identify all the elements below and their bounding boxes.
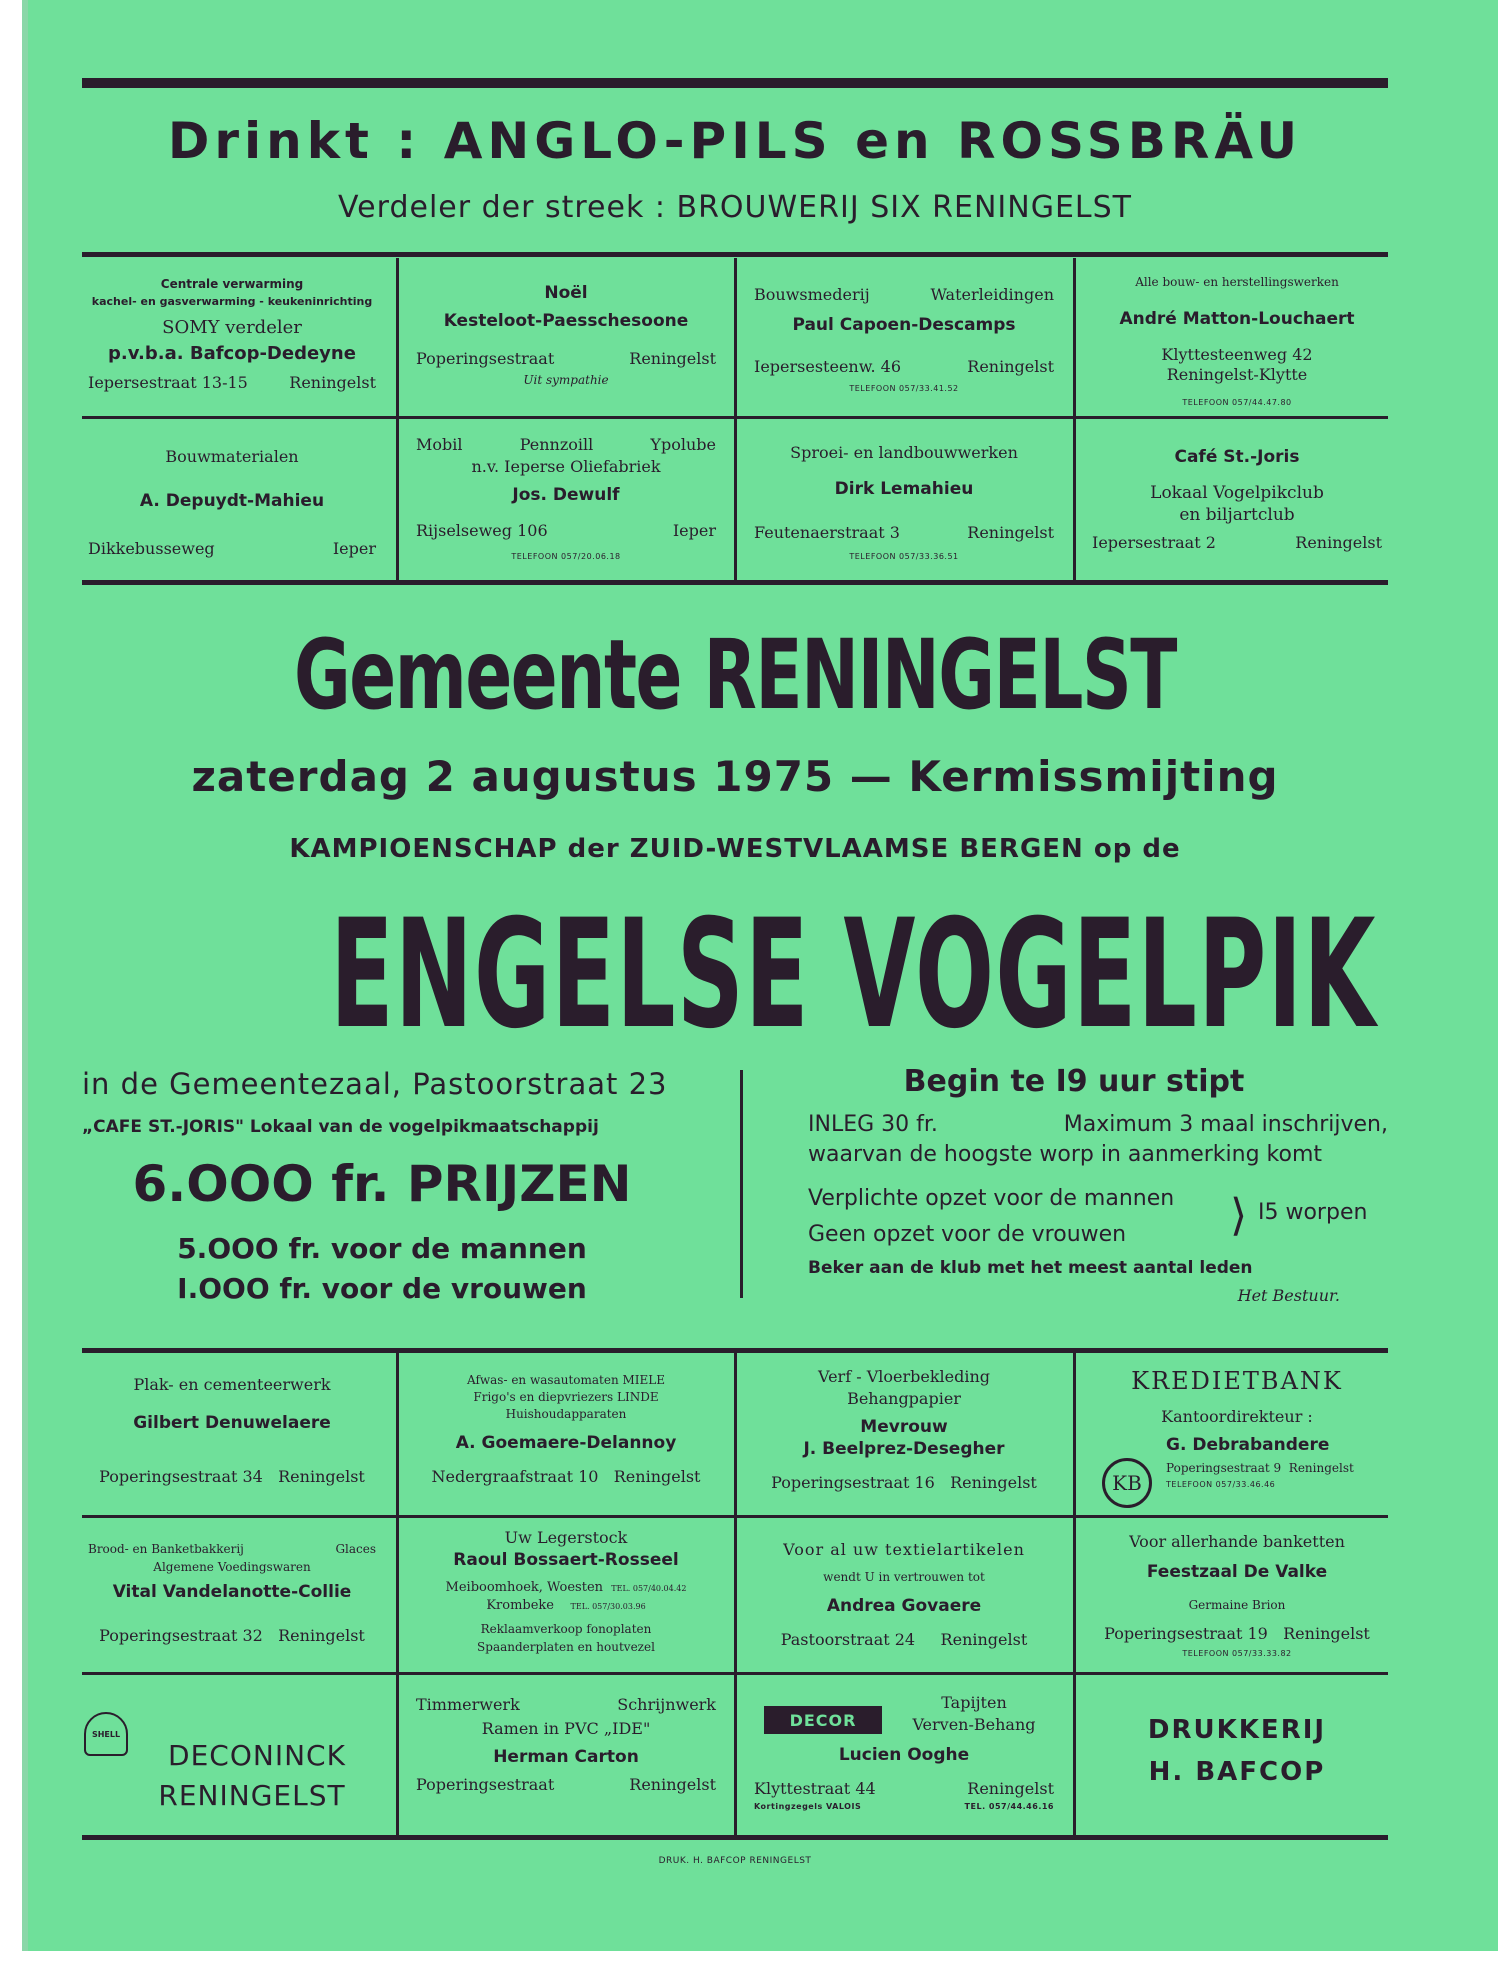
ad-phone: TELEFOON 057/20.06.18 xyxy=(511,552,621,561)
ad-denuwelaere xyxy=(82,1356,382,1511)
ad-company: Andrea Govaere xyxy=(826,1596,982,1616)
grid-divider xyxy=(734,258,737,582)
ad-word: Mobil xyxy=(416,435,463,454)
ad-town: Reningelst xyxy=(967,357,1054,376)
ad-stamps: Kortingzegels VALOIS xyxy=(754,1802,862,1811)
ad-town: Reningelst xyxy=(950,1473,1037,1492)
ad-line: Frigo's en diepvriezers LINDE xyxy=(473,1390,659,1404)
begin-time: Begin te I9 uur stipt xyxy=(903,1064,1245,1099)
ad-town: Reningelst xyxy=(278,1467,365,1486)
ad-line xyxy=(410,1599,722,1614)
ad-company: Café St.-Joris xyxy=(1174,447,1300,467)
grid-divider xyxy=(396,258,399,582)
header-subline: Verdeler der streek : BROUWERIJ SIX RENINGELST xyxy=(337,190,1132,225)
ad-company: p.v.b.a. Bafcop-Dedeyne xyxy=(108,343,356,364)
ad-word: Schrijnwerk xyxy=(617,1695,716,1714)
ad-line xyxy=(748,286,1060,304)
ad-street: Klyttestraat 44 xyxy=(754,1779,876,1798)
ad-address xyxy=(82,1627,382,1645)
ad-line: Sproei- en landbouwwerken xyxy=(790,443,1018,462)
ad-address xyxy=(82,1468,382,1486)
ad-company: Vital Vandelanotte-Collie xyxy=(112,1582,352,1602)
grid-divider xyxy=(82,1672,1388,1675)
grid-divider xyxy=(82,416,1388,419)
ad-line: RENINGELST xyxy=(158,1779,346,1812)
ad-street: Poperingsestraat xyxy=(416,349,555,368)
grid-divider xyxy=(396,1353,399,1837)
ad-matton xyxy=(1086,262,1388,412)
ad-line: Verf - Vloerbekleding xyxy=(817,1367,991,1386)
ad-street: Poperingsestraat xyxy=(416,1775,555,1794)
ad-line: n.v. Ieperse Oliefabriek xyxy=(471,457,661,476)
ad-town: Reningelst xyxy=(967,1779,1054,1798)
ad-street: Iepersestraat 2 xyxy=(1092,533,1216,552)
ad-address xyxy=(82,374,382,392)
ad-company: DRUKKERIJ xyxy=(1147,1715,1327,1745)
ad-line: Klyttesteenweg 42 xyxy=(1161,345,1313,364)
grid-divider xyxy=(82,1515,1388,1518)
ad-word: Ypolube xyxy=(650,435,716,454)
title-wrap xyxy=(82,620,1388,730)
ad-street: Poperingsestraat 34 xyxy=(99,1467,263,1486)
ad-carton xyxy=(410,1678,722,1832)
ad-town: Reningelst xyxy=(629,1775,716,1794)
ad-address xyxy=(410,522,722,540)
cafe-line: „CAFE ST.-JORIS" Lokaal van de vogelpikmaatschappij xyxy=(82,1117,599,1137)
ad-line: SOMY verdeler xyxy=(162,317,302,338)
ad-bossaert xyxy=(410,1519,722,1669)
ad-line: Alle bouw- en herstellingswerken xyxy=(1135,275,1339,289)
ad-line: H. BAFCOP xyxy=(1148,1757,1326,1787)
ad-town: Reningelst xyxy=(1288,1461,1354,1475)
ad-company: Jos. Dewulf xyxy=(512,485,620,505)
ad-line: Noël xyxy=(544,283,588,303)
ad-dewulf xyxy=(410,422,722,576)
ad-town: Reningelst xyxy=(629,349,716,368)
kb-logo-icon: KB xyxy=(1102,1458,1152,1508)
ad-town: Ieper xyxy=(332,539,376,558)
ad-town: Reningelst xyxy=(613,1467,701,1486)
ad-line: Mevrouw xyxy=(860,1417,948,1437)
grid-rule xyxy=(82,1835,1388,1840)
ad-address xyxy=(748,524,1060,542)
inleg-note: waarvan de hoogste worp in aanmerking komt xyxy=(808,1142,1323,1167)
ad-company: Feestzaal De Valke xyxy=(1146,1562,1328,1582)
ad-street: Dikkebusseweg xyxy=(88,539,215,558)
ad-street: Iepersestraat 13-15 xyxy=(88,373,248,392)
header-headline: Drinkt : ANGLO-PILS en ROSSBRÄU xyxy=(167,112,1303,170)
ad-street: Pastoorstraat 24 xyxy=(780,1630,916,1649)
ad-address xyxy=(82,540,382,558)
printer-imprint: DRUK. H. BAFCOP RENINGELST xyxy=(658,1856,812,1866)
ad-company: Raoul Bossaert-Rosseel xyxy=(453,1550,679,1570)
event-date: zaterdag 2 augustus 1975 — Kermissmijting xyxy=(191,752,1279,801)
ad-line: Uw Legerstock xyxy=(504,1528,628,1547)
bestuur-signature: Het Bestuur. xyxy=(1237,1286,1340,1305)
ad-company: A. Goemaere-Delannoy xyxy=(455,1433,677,1453)
ad-line: Reningelst-Klytte xyxy=(1166,365,1308,384)
ad-line: wendt U in vertrouwen tot xyxy=(823,1570,985,1584)
ad-street: Poperingsestraat 19 xyxy=(1104,1624,1268,1643)
ad-line: Huishoudapparaten xyxy=(505,1407,627,1421)
ad-street: Nedergraafstraat 10 xyxy=(431,1467,599,1486)
ad-word: Timmerwerk xyxy=(416,1695,520,1714)
ad-drukkerij xyxy=(1086,1678,1388,1832)
ad-line xyxy=(82,1543,382,1557)
ad-town: Reningelst xyxy=(940,1630,1028,1649)
ad-capoen xyxy=(748,262,1060,412)
big-title-wrap xyxy=(82,888,1388,1062)
prize-women: I.OOO fr. voor de vrouwen xyxy=(177,1272,587,1305)
opzet-men: Verplichte opzet voor de mannen xyxy=(808,1186,1175,1211)
ad-phone: TELEFOON 057/33.41.52 xyxy=(849,384,959,393)
ad-footnote xyxy=(748,1802,1060,1811)
ad-company: André Matton-Louchaert xyxy=(1119,309,1355,329)
ad-company: Kesteloot-Paesschesoone xyxy=(443,311,689,331)
ad-company: KREDIETBANK xyxy=(1131,1367,1343,1395)
ad-company: J. Beelprez-Desegher xyxy=(803,1439,1005,1459)
ad-street: Poperingsestraat 32 xyxy=(99,1626,263,1645)
ad-town: Reningelst xyxy=(967,523,1054,542)
ad-street: Poperingsestraat 16 xyxy=(771,1473,935,1492)
ad-address-line: Meiboomhoek, Woesten xyxy=(445,1580,604,1595)
ad-word: Glaces xyxy=(335,1542,376,1556)
ad-ooghe xyxy=(748,1678,1060,1832)
ad-word: Brood- en Banketbakkerij xyxy=(88,1542,244,1556)
ad-kesteloot xyxy=(410,262,722,412)
ad-address xyxy=(410,350,722,368)
ad-address-line: Krombeke xyxy=(486,1598,554,1613)
ad-address xyxy=(1166,1462,1388,1476)
inleg-max: Maximum 3 maal inschrijven, xyxy=(1063,1112,1388,1137)
ad-line: kachel- en gasverwarming - keukeninrichting xyxy=(91,295,373,308)
ad-town: Reningelst xyxy=(289,373,376,392)
ad-govaere xyxy=(748,1519,1060,1669)
decor-logo-icon: DECOR xyxy=(764,1706,882,1734)
ad-company: Dirk Lemahieu xyxy=(834,479,974,499)
ad-company: Paul Capoen-Descamps xyxy=(792,315,1016,335)
shell-logo-icon: SHELL xyxy=(84,1712,128,1756)
ad-address xyxy=(748,1780,1060,1798)
ad-line: Afwas- en wasautomaten MIELE xyxy=(466,1373,666,1387)
ad-line: Voor al uw textielartikelen xyxy=(783,1540,1025,1559)
ad-company: Herman Carton xyxy=(493,1747,639,1767)
ad-line: Germaine Brion xyxy=(1188,1598,1286,1612)
ad-depuydt xyxy=(82,422,382,576)
ad-line: Uit sympathie xyxy=(523,373,609,387)
grid-divider xyxy=(734,1353,737,1837)
ad-cafe-st-joris xyxy=(1086,422,1388,576)
ad-line: Tapijten xyxy=(941,1693,1007,1712)
ad-goemaere xyxy=(410,1356,722,1511)
ad-street: Feutenaerstraat 3 xyxy=(754,523,900,542)
top-rule xyxy=(82,78,1388,88)
ad-town: Reningelst xyxy=(1295,533,1382,552)
ad-line: Kantoordirekteur : xyxy=(1161,1407,1313,1426)
grid-divider xyxy=(1073,258,1076,582)
ad-line: Spaanderplaten en houtvezel xyxy=(477,1640,655,1654)
ad-line: Plak- en cementeerwerk xyxy=(133,1375,331,1394)
ad-phone: TELEFOON 057/33.36.51 xyxy=(849,552,959,561)
ad-address xyxy=(1086,534,1388,552)
ad-line: Bouwmaterialen xyxy=(165,447,299,466)
ad-lemahieu xyxy=(748,422,1060,576)
ad-address xyxy=(748,1631,1060,1649)
ad-deconinck xyxy=(82,1678,382,1832)
ad-word: Bouwsmederij xyxy=(754,285,870,304)
ad-de-valke xyxy=(1086,1519,1388,1669)
ad-line: Reklaamverkoop fonoplaten xyxy=(480,1622,652,1636)
prize-men: 5.OOO fr. voor de mannen xyxy=(177,1232,587,1265)
grid-divider xyxy=(1073,1353,1076,1837)
ad-line: en biljartclub xyxy=(1179,505,1295,525)
ad-address xyxy=(410,1468,722,1486)
ad-line xyxy=(410,1581,722,1596)
opzet-women: Geen opzet voor de vrouwen xyxy=(808,1222,1127,1247)
inleg-line xyxy=(808,1112,1388,1137)
ad-central-heating xyxy=(82,262,382,412)
ad-line: Ramen in PVC „IDE" xyxy=(481,1719,651,1738)
venue: in de Gemeentezaal, Pastoorstraat 23 xyxy=(82,1067,668,1101)
ad-line: Behangpapier xyxy=(847,1389,961,1408)
scan-edge xyxy=(22,0,28,1951)
ad-address xyxy=(748,358,1060,376)
ad-address xyxy=(748,1474,1060,1492)
prizes-total: 6.OOO fr. PRIJZEN xyxy=(132,1155,632,1213)
beker-line: Beker aan de klub met het meest aantal leden xyxy=(808,1258,1253,1278)
ad-phone: TEL. 057/40.04.42 xyxy=(611,1584,687,1593)
ad-phone: TELEFOON 057/33.46.46 xyxy=(1166,1480,1276,1489)
ad-line: Voor allerhande banketten xyxy=(1129,1532,1345,1551)
ad-line: Verven-Behang xyxy=(912,1715,1036,1734)
ad-phone: TELEFOON 057/33.33.82 xyxy=(1182,1649,1292,1658)
ad-company: DECONINCK xyxy=(168,1739,346,1772)
brace-icon: ⟩ xyxy=(1230,1190,1248,1241)
ad-company: Lucien Ooghe xyxy=(838,1745,970,1765)
ad-town: Reningelst xyxy=(278,1626,365,1645)
ad-line xyxy=(410,1696,722,1714)
ad-phone: TEL. 057/30.03.96 xyxy=(570,1602,646,1611)
ad-town: Reningelst xyxy=(1283,1624,1370,1643)
grid-rule xyxy=(82,580,1388,585)
worpen: I5 worpen xyxy=(1258,1200,1368,1225)
event-big-title: ENGELSE VOGELPIK xyxy=(330,888,1377,1062)
ad-beelprez xyxy=(748,1356,1060,1511)
ad-company: A. Depuydt-Mahieu xyxy=(139,491,325,511)
ad-line: Lokaal Vogelpikclub xyxy=(1150,483,1324,503)
center-divider xyxy=(740,1070,743,1298)
ad-vandelanotte xyxy=(82,1519,382,1669)
ad-phone: TEL. 057/44.46.16 xyxy=(964,1802,1054,1811)
ad-address xyxy=(1086,1625,1388,1643)
ad-person: G. Debrabandere xyxy=(1166,1435,1330,1455)
ad-company: Gilbert Denuwelaere xyxy=(133,1413,331,1433)
ad-street: Iepersesteenw. 46 xyxy=(754,357,902,376)
ad-town: Ieper xyxy=(672,521,716,540)
ad-street: Rijselseweg 106 xyxy=(416,521,548,540)
ad-address xyxy=(410,1776,722,1794)
championship-line: KAMPIOENSCHAP der ZUID-WESTVLAAMSE BERGEN op de xyxy=(289,834,1181,864)
ad-street: Poperingsestraat 9 xyxy=(1166,1461,1282,1475)
header-rule xyxy=(82,252,1388,257)
ad-line: Centrale verwarming xyxy=(160,277,304,291)
ad-line xyxy=(410,436,722,454)
event-municipality: Gemeente RENINGELST xyxy=(294,619,1176,731)
inleg-fee: INLEG 30 fr. xyxy=(808,1112,938,1137)
ad-phone: TELEFOON 057/44.47.80 xyxy=(1182,398,1292,407)
ad-word: Pennzoill xyxy=(519,435,594,454)
ad-line: Algemene Voedingswaren xyxy=(153,1560,311,1574)
ad-word: Waterleidingen xyxy=(930,285,1054,304)
